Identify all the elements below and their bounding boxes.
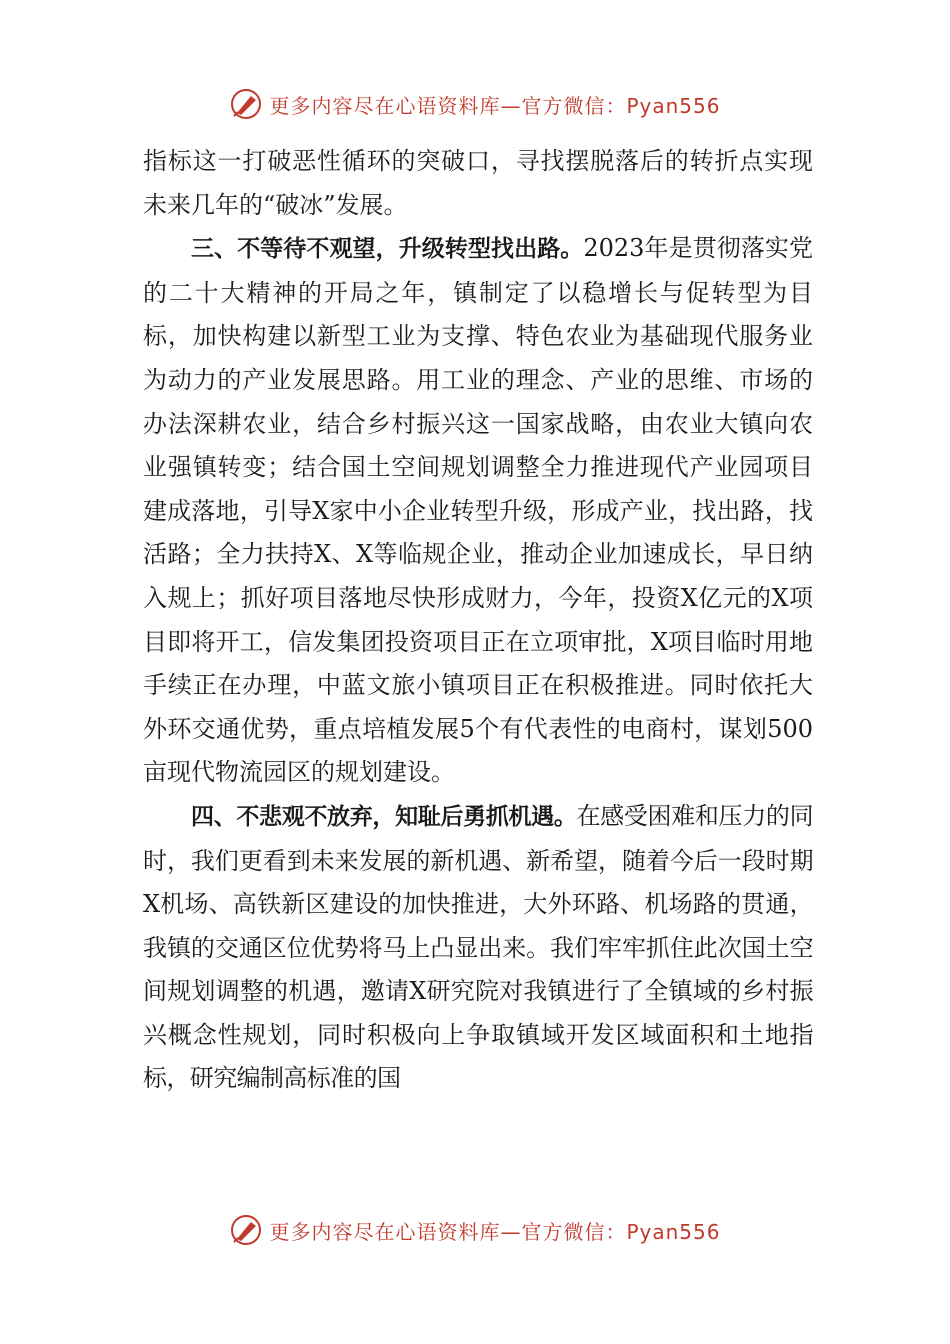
paragraph-continuation bbox=[143, 140, 813, 227]
watermark-text: 更多内容尽在心语资料库—官方微信：Pyan556 bbox=[269, 1219, 721, 1244]
paragraph-body: 在感受困难和压力的同时，我们更看到未来发展的新机遇、新希望，随着今后一段时期X机场、高铁新区建设的加快推进，大外环路、机场路的贯通，我镇的交通区位优势将马上凸显出来。我们牢牢抓住此次国土空间规划调整的机遇，邀请X研究院对我镇进行了全镇域的乡村振兴概念性规划，同时积极向上争取镇域开发区域面积和土地指标，研究编制高标准的国 bbox=[143, 801, 813, 1093]
watermark-header bbox=[0, 84, 950, 124]
watermark-text: 更多内容尽在心语资料库—官方微信：Pyan556 bbox=[269, 93, 721, 118]
pen-nib-icon bbox=[229, 87, 263, 121]
paragraph-body: 指标这一打破恶性循环的突破口，寻找摆脱落后的转折点实现未来几年的“破冰”发展。 bbox=[143, 147, 813, 219]
paragraph-section-four bbox=[143, 795, 813, 1101]
section-heading: 四、不悲观不放弃，知耻后勇抓机遇。 bbox=[191, 803, 577, 830]
paragraph-section-three bbox=[143, 227, 813, 795]
section-heading: 三、不等待不观望，升级转型找出路。 bbox=[191, 236, 584, 263]
paragraph-body: 2023年是贯彻落实党的二十大精神的开局之年，镇制定了以稳增长与促转型为目标，加快构建以新型工业为支撑、特色农业为基础现代服务业为动力的产业发展思路。用工业的理念、产业的思维、市场的办法深耕农业，结合乡村振兴这一国家战略，由农业大镇向农业强镇转变；结合国土空间规划调整全力推进现代产业园项目建成落地，引导X家中小企业转型升级，形成产业，找出路，找活路；全力扶持X、X等临规企业，推动企业加速成长，早日纳入规上；抓好项目落地尽快形成财力，今年，投资X亿元的X项目即将开工，信发集团投资项目正在立项审批，X项目临时用地手续正在办理，中蓝文旅小镇项目正在积极推进。同时依托大外环交通优势，重点培植发展5个有代表性的电商村，谋划500亩现代物流园区的规划建设。 bbox=[143, 234, 814, 787]
watermark-footer bbox=[0, 1210, 950, 1250]
pen-nib-icon bbox=[229, 1213, 263, 1247]
document-body bbox=[143, 140, 813, 1101]
